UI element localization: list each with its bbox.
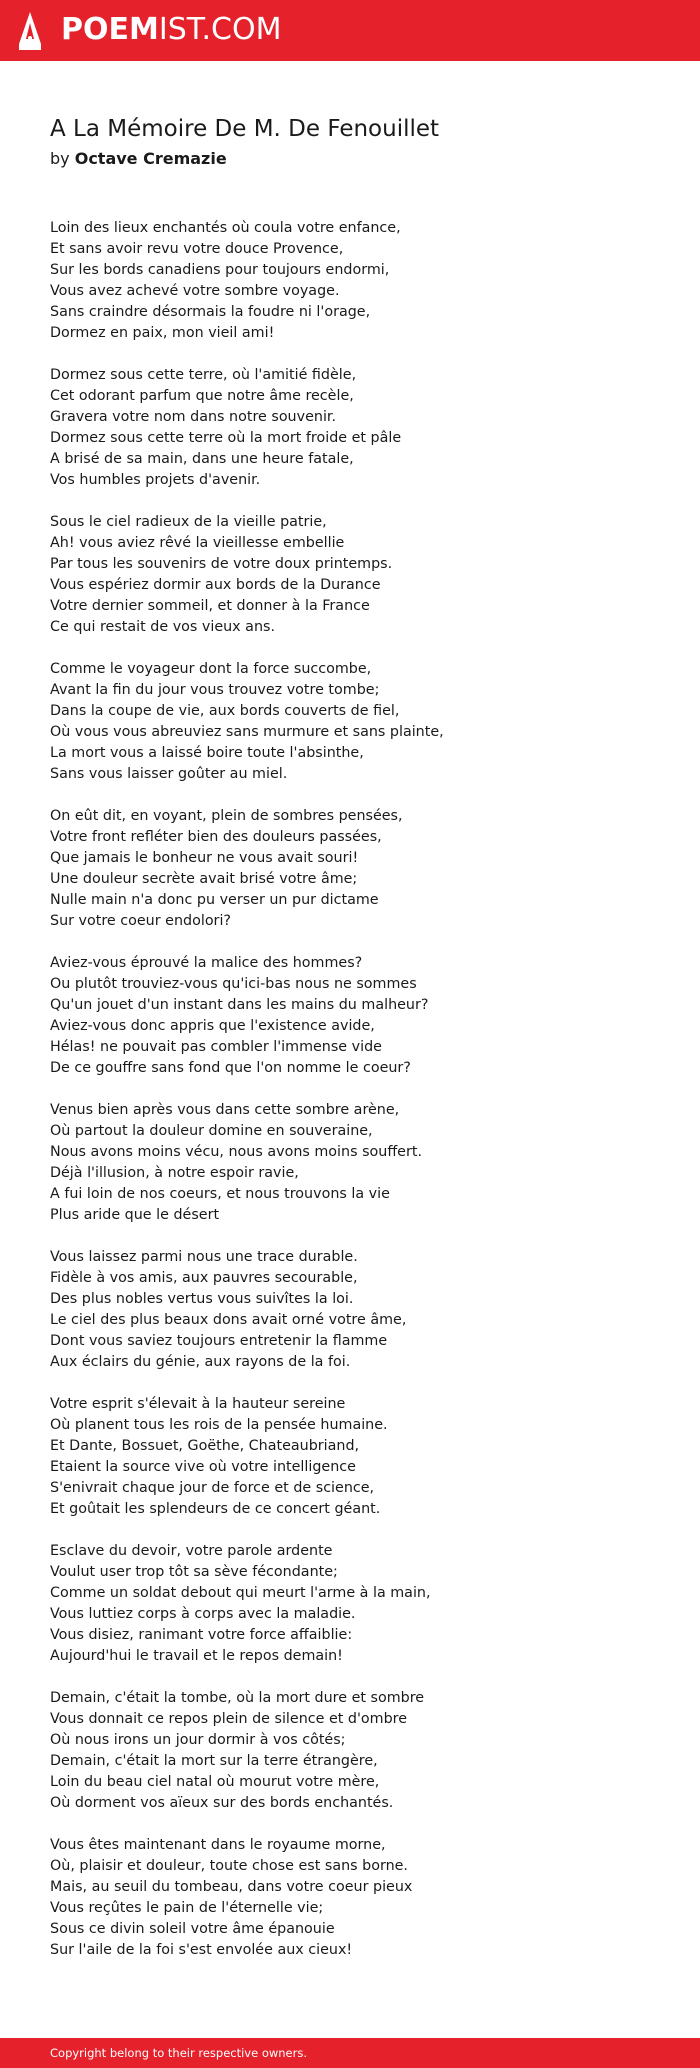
poem-line: Où planent tous les rois de la pensée humaine. — [50, 1417, 388, 1433]
poem-line: Qu'un jouet d'un instant dans les mains du malheur? — [50, 997, 429, 1013]
stanza — [50, 659, 650, 785]
poem-line: Le ciel des plus beaux dons avait orné votre âme, — [50, 1312, 407, 1328]
poem-line: Sur les bords canadiens pour toujours endormi, — [50, 262, 390, 278]
byline — [50, 148, 227, 170]
stanza — [50, 953, 650, 1079]
poem-line: Vous luttiez corps à corps avec la maladie. — [50, 1606, 356, 1622]
logo-bold-text: POEM — [61, 12, 159, 47]
poem-line: Aviez-vous éprouvé la malice des hommes? — [50, 955, 363, 971]
poem-line: Et sans avoir revu votre douce Provence, — [50, 241, 344, 257]
poem-line: La mort vous a laissé boire toute l'absinthe, — [50, 745, 364, 761]
poem-body — [50, 218, 650, 1982]
stanza — [50, 1247, 650, 1373]
poem-line: Et Dante, Bossuet, Goëthe, Chateaubriand, — [50, 1438, 360, 1454]
poem-line: Plus aride que le désert — [50, 1207, 220, 1223]
poem-line: Nulle main n'a donc pu verser un pur dictame — [50, 892, 379, 908]
poem-line: Vous disiez, ranimant votre force affaiblie: — [50, 1627, 353, 1643]
copyright-notice: Copyright belong to their respective owners. — [50, 2046, 308, 2060]
site-header — [0, 0, 700, 61]
author-link[interactable]: Octave Cremazie — [74, 149, 227, 168]
poem-line: Sans vous laisser goûter au miel. — [50, 766, 288, 782]
poem-line: A fui loin de nos coeurs, et nous trouvons la vie — [50, 1186, 390, 1202]
poem-line: Sous le ciel radieux de la vieille patrie, — [50, 514, 327, 530]
pen-nib-icon[interactable] — [17, 11, 43, 51]
poem-line: Dont vous saviez toujours entretenir la flamme — [50, 1333, 388, 1349]
poem-line: Sur l'aile de la foi s'est envolée aux cieux! — [50, 1942, 353, 1958]
poem-line: Des plus nobles vertus vous suivîtes la loi. — [50, 1291, 354, 1307]
poem-line: Votre esprit s'élevait à la hauteur sereine — [50, 1396, 346, 1412]
poem-line: Vous reçûtes le pain de l'éternelle vie; — [50, 1900, 324, 1916]
poem-line: Loin du beau ciel natal où mourut votre mère, — [50, 1774, 380, 1790]
poem-line: De ce gouffre sans fond que l'on nomme le coeur? — [50, 1060, 411, 1076]
stanza — [50, 1688, 650, 1814]
poem-line: Nous avons moins vécu, nous avons moins souffert. — [50, 1144, 423, 1160]
poem-line: Et goûtait les splendeurs de ce concert géant. — [50, 1501, 381, 1517]
by-label: by — [50, 149, 70, 168]
poem-line: Sur votre coeur endolori? — [50, 913, 232, 929]
poem-line: A brisé de sa main, dans une heure fatale, — [50, 451, 354, 467]
poem-line: Que jamais le bonheur ne vous avait souri! — [50, 850, 359, 866]
poem-line: Dans la coupe de vie, aux bords couverts de fiel, — [50, 703, 400, 719]
poem-line: Mais, au seuil du tombeau, dans votre coeur pieux — [50, 1879, 413, 1895]
poem-line: Aviez-vous donc appris que l'existence avide, — [50, 1018, 375, 1034]
poem-line: Demain, c'était la mort sur la terre étrangère, — [50, 1753, 378, 1769]
stanza — [50, 1394, 650, 1520]
stanza — [50, 806, 650, 932]
logo-light-text: IST.COM — [158, 12, 282, 47]
poem-line: Vous espériez dormir aux bords de la Durance — [50, 577, 381, 593]
poem-line: Venus bien après vous dans cette sombre arène, — [50, 1102, 400, 1118]
poem-line: Loin des lieux enchantés où coula votre enfance, — [50, 220, 401, 236]
poem-line: Esclave du devoir, votre parole ardente — [50, 1543, 333, 1559]
poem-line: Vos humbles projets d'avenir. — [50, 472, 261, 488]
poem-line: Demain, c'était la tombe, où la mort dure et sombre — [50, 1690, 425, 1706]
poem-line: Une douleur secrète avait brisé votre âme; — [50, 871, 358, 887]
poem-line: Votre front refléter bien des douleurs passées, — [50, 829, 382, 845]
poem-line: Gravera votre nom dans notre souvenir. — [50, 409, 337, 425]
site-footer — [0, 2038, 700, 2068]
poem-line: S'enivrait chaque jour de force et de science, — [50, 1480, 375, 1496]
poem-line: Sous ce divin soleil votre âme épanouie — [50, 1921, 335, 1937]
poem-line: Aujourd'hui le travail et le repos demain! — [50, 1648, 343, 1664]
poem-line: Aux éclairs du génie, aux rayons de la foi. — [50, 1354, 351, 1370]
poem-line: Etaient la source vive où votre intelligence — [50, 1459, 356, 1475]
poem-line: Vous êtes maintenant dans le royaume morne, — [50, 1837, 386, 1853]
stanza — [50, 1100, 650, 1226]
stanza — [50, 1835, 650, 1961]
site-logo[interactable] — [61, 12, 281, 48]
poem-line: Avant la fin du jour vous trouvez votre tombe; — [50, 682, 380, 698]
poem-line: Où nous irons un jour dormir à vos côtés; — [50, 1732, 346, 1748]
poem-line: Ce qui restait de vos vieux ans. — [50, 619, 276, 635]
poem-line: Où vous vous abreuviez sans murmure et sans plainte, — [50, 724, 444, 740]
poem-title: A La Mémoire De M. De Fenouillet — [50, 116, 440, 142]
poem-line: Dormez en paix, mon vieil ami! — [50, 325, 275, 341]
poem-line: Dormez sous cette terre, où l'amitié fidèle, — [50, 367, 357, 383]
poem-line: Où, plaisir et douleur, toute chose est sans borne. — [50, 1858, 408, 1874]
poem-line: Cet odorant parfum que notre âme recèle, — [50, 388, 354, 404]
poem-line: Déjà l'illusion, à notre espoir ravie, — [50, 1165, 299, 1181]
poem-line: Voulut user trop tôt sa sève fécondante; — [50, 1564, 338, 1580]
poem-line: Sans craindre désormais la foudre ni l'orage, — [50, 304, 371, 320]
poem-line: Comme un soldat debout qui meurt l'arme à la main, — [50, 1585, 431, 1601]
stanza — [50, 365, 650, 491]
poem-line: Par tous les souvenirs de votre doux printemps. — [50, 556, 393, 572]
poem-line: Où partout la douleur domine en souveraine, — [50, 1123, 373, 1139]
poem-line: Dormez sous cette terre où la mort froide et pâle — [50, 430, 402, 446]
poem-line: Votre dernier sommeil, et donner à la France — [50, 598, 370, 614]
poem-line: Comme le voyageur dont la force succombe, — [50, 661, 372, 677]
poem-line: Vous laissez parmi nous une trace durable. — [50, 1249, 358, 1265]
poem-line: Vous avez achevé votre sombre voyage. — [50, 283, 340, 299]
poem-line: Ou plutôt trouviez-vous qu'ici-bas nous ne sommes — [50, 976, 417, 992]
stanza — [50, 512, 650, 638]
poem-line: On eût dit, en voyant, plein de sombres pensées, — [50, 808, 403, 824]
poem-line: Hélas! ne pouvait pas combler l'immense vide — [50, 1039, 382, 1055]
poem-line: Ah! vous aviez rêvé la vieillesse embellie — [50, 535, 345, 551]
stanza — [50, 218, 650, 344]
poem-line: Où dorment vos aïeux sur des bords enchantés. — [50, 1795, 394, 1811]
poem-line: Fidèle à vos amis, aux pauvres secourable, — [50, 1270, 358, 1286]
stanza — [50, 1541, 650, 1667]
poem-line: Vous donnait ce repos plein de silence et d'ombre — [50, 1711, 408, 1727]
